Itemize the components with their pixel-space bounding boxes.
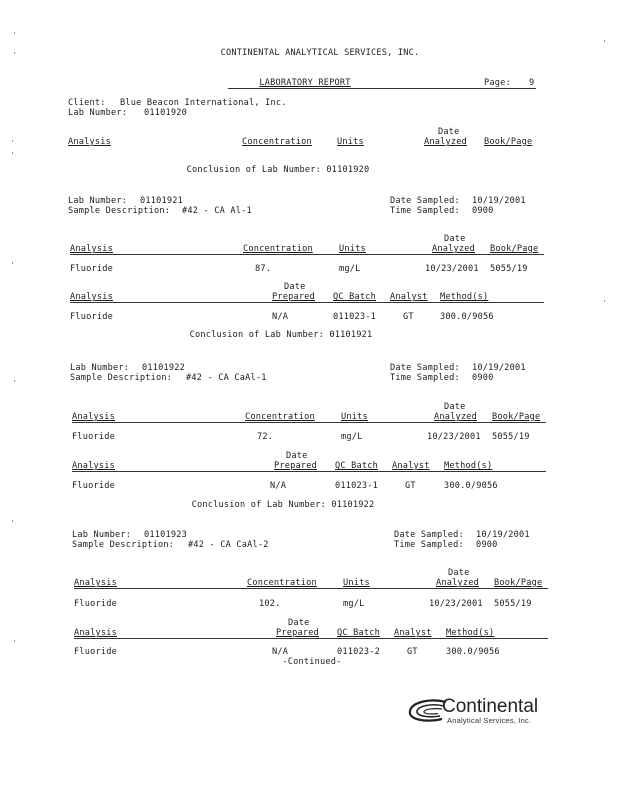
- date-prepared-value: N/A: [272, 312, 289, 322]
- lab-number-value: 01101923: [144, 530, 187, 540]
- qc-batch-header: QC Batch: [337, 628, 380, 638]
- date-header: Date: [286, 451, 308, 461]
- analyzed-header: Analyzed: [434, 412, 477, 422]
- report-title: LABORATORY REPORT: [259, 78, 351, 88]
- method-value: 300.0/9056: [444, 481, 498, 491]
- lab-number-label: Lab Number:: [72, 530, 132, 540]
- date-sampled-label: Date Sampled:: [390, 196, 460, 206]
- date-header: Date: [288, 618, 310, 628]
- page-number: 9: [529, 78, 535, 88]
- row-rule: [74, 588, 548, 589]
- row-rule: [70, 302, 544, 303]
- qc-batch-header: QC Batch: [333, 292, 376, 302]
- date-header: Date: [448, 568, 470, 578]
- units-header: Units: [339, 244, 366, 254]
- book-page-value: 5055/19: [490, 264, 528, 274]
- date-analyzed-value: 10/23/2001: [429, 599, 483, 609]
- time-sampled-label: Time Sampled:: [390, 206, 460, 216]
- analyzed-header: Analyzed: [432, 244, 475, 254]
- date-prepared-value: N/A: [270, 481, 287, 491]
- analyst-header: Analyst: [392, 461, 430, 471]
- date-header: Date: [438, 127, 460, 137]
- book-page-header: Book/Page: [484, 137, 533, 147]
- header-rule: [228, 88, 536, 89]
- client-label: Client:: [68, 98, 106, 108]
- prepared-header: Prepared: [276, 628, 319, 638]
- continued-marker: -Continued-: [282, 657, 342, 667]
- analyst-value: GT: [403, 312, 414, 322]
- analysis-value: Fluoride: [72, 432, 115, 442]
- book-page-header: Book/Page: [494, 578, 543, 588]
- units-header: Units: [341, 412, 368, 422]
- date-sampled-label: Date Sampled:: [390, 363, 460, 373]
- row-rule: [72, 422, 546, 423]
- row-rule: [72, 471, 546, 472]
- qc-batch-value: 011023-1: [333, 312, 376, 322]
- concentration-value: 72.: [257, 432, 274, 442]
- analyst-header: Analyst: [390, 292, 428, 302]
- book-page-header: Book/Page: [492, 412, 541, 422]
- time-sampled-label: Time Sampled:: [394, 540, 464, 550]
- date-header: Date: [444, 402, 466, 412]
- sample-description-value: #42 - CA CaAl-1: [186, 373, 267, 383]
- analyzed-header: Analyzed: [436, 578, 479, 588]
- concentration-header: Concentration: [242, 137, 312, 147]
- units-value: mg/L: [341, 432, 363, 442]
- book-page-value: 5055/19: [494, 599, 532, 609]
- lab-number-label: Lab Number:: [70, 363, 130, 373]
- book-page-header: Book/Page: [490, 244, 539, 254]
- qc-batch-header: QC Batch: [335, 461, 378, 471]
- logo-wordmark: Continental: [442, 696, 539, 717]
- analysis-value: Fluoride: [74, 599, 117, 609]
- sample-description-value: #42 - CA CaAl-2: [188, 540, 269, 550]
- sample-description-label: Sample Description:: [68, 206, 171, 216]
- units-value: mg/L: [339, 264, 361, 274]
- lab-number-value: 01101922: [142, 363, 185, 373]
- qc-batch-value: 011023-2: [337, 647, 380, 657]
- method-value: 300.0/9056: [440, 312, 494, 322]
- analysis-value: Fluoride: [70, 312, 113, 322]
- analysis-header: Analysis: [74, 578, 117, 588]
- concentration-value: 102.: [259, 599, 281, 609]
- analyzed-header: Analyzed: [424, 137, 467, 147]
- lab-number-label: Lab Number:: [68, 196, 128, 206]
- row-rule: [74, 638, 548, 639]
- date-analyzed-value: 10/23/2001: [425, 264, 479, 274]
- analyst-header: Analyst: [394, 628, 432, 638]
- date-header: Date: [284, 282, 306, 292]
- sample-description-label: Sample Description:: [70, 373, 173, 383]
- analysis-value: Fluoride: [72, 481, 115, 491]
- date-analyzed-value: 10/23/2001: [427, 432, 481, 442]
- concentration-header: Concentration: [243, 244, 313, 254]
- analysis-header: Analysis: [72, 461, 115, 471]
- time-sampled-label: Time Sampled:: [390, 373, 460, 383]
- row-rule: [70, 254, 544, 255]
- lab-number-value: 01101920: [144, 108, 187, 118]
- date-sampled-label: Date Sampled:: [394, 530, 464, 540]
- analysis-header: Analysis: [68, 137, 111, 147]
- analysis-value: Fluoride: [74, 647, 117, 657]
- concentration-header: Concentration: [245, 412, 315, 422]
- analysis-value: Fluoride: [70, 264, 113, 274]
- conclusion-line: Conclusion of Lab Number: 01101920: [186, 165, 370, 175]
- lab-number-value: 01101921: [140, 196, 183, 206]
- time-sampled-value: 0900: [476, 540, 498, 550]
- company-name: CONTINENTAL ANALYTICAL SERVICES, INC.: [220, 48, 420, 58]
- book-page-value: 5055/19: [492, 432, 530, 442]
- method-header: Method(s): [446, 628, 495, 638]
- method-header: Method(s): [440, 292, 489, 302]
- date-sampled-value: 10/19/2001: [472, 196, 526, 206]
- sample-description-value: #42 - CA Al-1: [182, 206, 252, 216]
- analysis-header: Analysis: [70, 292, 113, 302]
- date-header: Date: [444, 234, 466, 244]
- prepared-header: Prepared: [272, 292, 315, 302]
- page-label: Page:: [484, 78, 511, 88]
- sample-description-label: Sample Description:: [72, 540, 175, 550]
- analyst-value: GT: [407, 647, 418, 657]
- date-prepared-value: N/A: [272, 647, 289, 657]
- date-sampled-value: 10/19/2001: [472, 363, 526, 373]
- units-header: Units: [343, 578, 370, 588]
- units-value: mg/L: [343, 599, 365, 609]
- analysis-header: Analysis: [72, 412, 115, 422]
- analysis-header: Analysis: [74, 628, 117, 638]
- analyst-value: GT: [405, 481, 416, 491]
- conclusion-line: Conclusion of Lab Number: 01101921: [189, 330, 373, 340]
- date-sampled-value: 10/19/2001: [476, 530, 530, 540]
- client-name: Blue Beacon International, Inc.: [120, 98, 287, 108]
- method-header: Method(s): [444, 461, 493, 471]
- prepared-header: Prepared: [274, 461, 317, 471]
- conclusion-line: Conclusion of Lab Number: 01101922: [191, 500, 375, 510]
- logo-subtitle: Analytical Services, Inc.: [447, 716, 532, 725]
- method-value: 300.0/9056: [446, 647, 500, 657]
- time-sampled-value: 0900: [472, 373, 494, 383]
- analysis-header: Analysis: [70, 244, 113, 254]
- qc-batch-value: 011023-1: [335, 481, 378, 491]
- units-header: Units: [337, 137, 364, 147]
- concentration-header: Concentration: [247, 578, 317, 588]
- concentration-value: 87.: [255, 264, 272, 274]
- lab-number-label: Lab Number:: [68, 108, 128, 118]
- time-sampled-value: 0900: [472, 206, 494, 216]
